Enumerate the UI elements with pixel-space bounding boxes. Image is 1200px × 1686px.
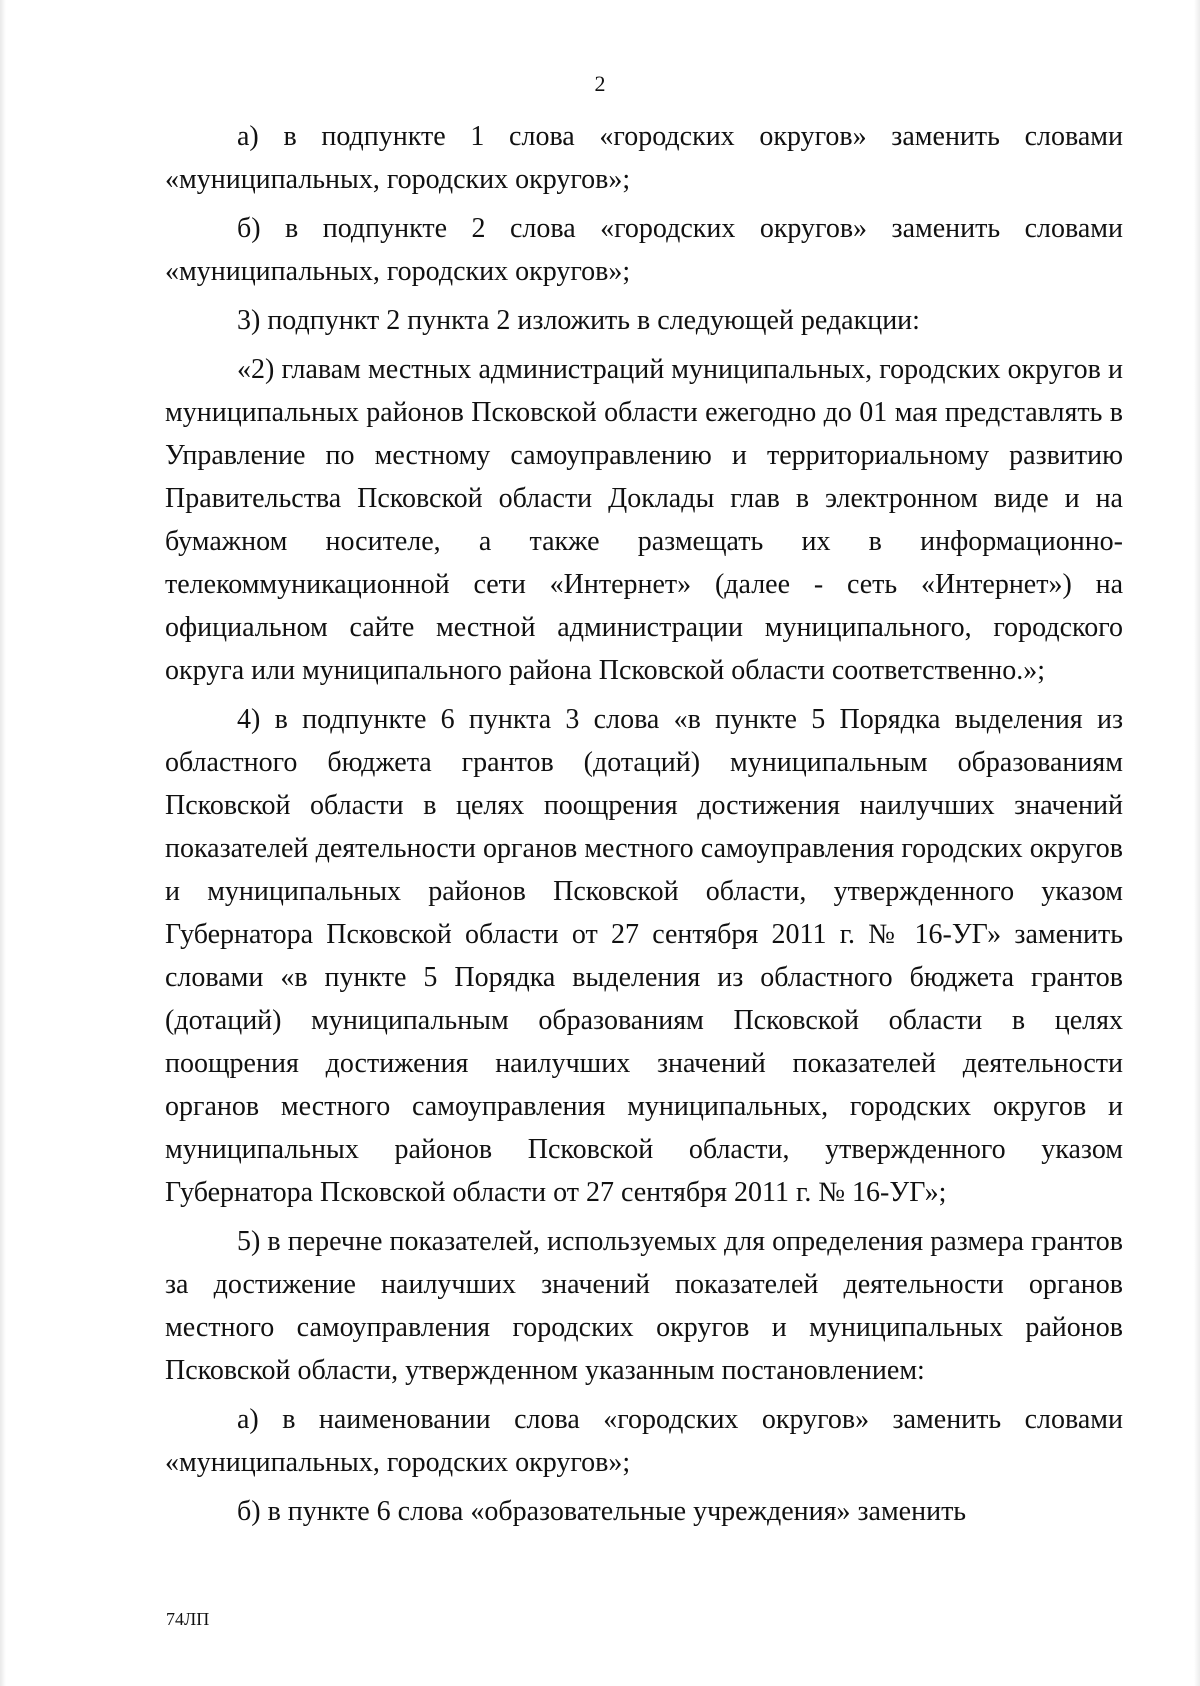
paragraph-3: 3) подпункт 2 пункта 2 изложить в следующей редакции:: [237, 305, 920, 336]
paragraph-5b: б) в пункте 6 слова «образовательные учреждения» заменить: [237, 1496, 967, 1527]
paragraph-5a: а) в наименовании слова «городских округов» заменить словами «муниципальных, городских округов»;: [165, 1404, 1123, 1478]
paragraph-3-quote: «2) главам местных администраций муниципальных, городских округов и муниципальных районов Псковской области ежегодно до 01 мая представлять в Управление по местному самоуправлению и территориальному развитию Правительства Псковской области Доклады глав в электронном виде и на бумажном носителе, а также размещать их в информационно-телекоммуникационной сети «Интернет» (далее - сеть «Интернет») на официальном сайте местной администрации муниципального, городского округа или муниципального района Псковской области соответственно.»;: [165, 354, 1123, 686]
footer-document-code: 74ЛП: [166, 1609, 210, 1629]
document-body: [165, 115, 1123, 1539]
scan-edge-left: [0, 0, 6, 1686]
paragraph-5: 5) в перечне показателей, используемых для определения размера грантов за достижение наилучших значений показателей деятельности органов местного самоуправления городских округов и муниципальных районов Псковской области, утвержденном указанным постановлением:: [165, 1226, 1123, 1386]
paragraph-1b: б) в подпункте 2 слова «городских округов» заменить словами «муниципальных, городских округов»;: [165, 213, 1123, 287]
paragraph-4: 4) в подпункте 6 пункта 3 слова «в пункте 5 Порядка выделения из областного бюджета грантов (дотаций) муниципальным образованиям Псковской области в целях поощрения достижения наилучших значений показателей деятельности органов местного самоуправления городских округов и муниципальных районов Псковской области, утвержденного указом Губернатора Псковской области от 27 сентября 2011 г. № 16-УГ» заменить словами «в пункте 5 Порядка выделения из областного бюджета грантов (дотаций) муниципальным образованиям Псковской области в целях поощрения достижения наилучших значений показателей деятельности органов местного самоуправления муниципальных, городских округов и муниципальных районов Псковской области, утвержденного указом Губернатора Псковской области от 27 сентября 2011 г. № 16-УГ»;: [165, 704, 1123, 1208]
scan-edge-right: [1194, 0, 1200, 1686]
paragraph-1a: а) в подпункте 1 слова «городских округов» заменить словами «муниципальных, городских округов»;: [165, 121, 1123, 195]
page-number: 2: [594, 71, 606, 96]
